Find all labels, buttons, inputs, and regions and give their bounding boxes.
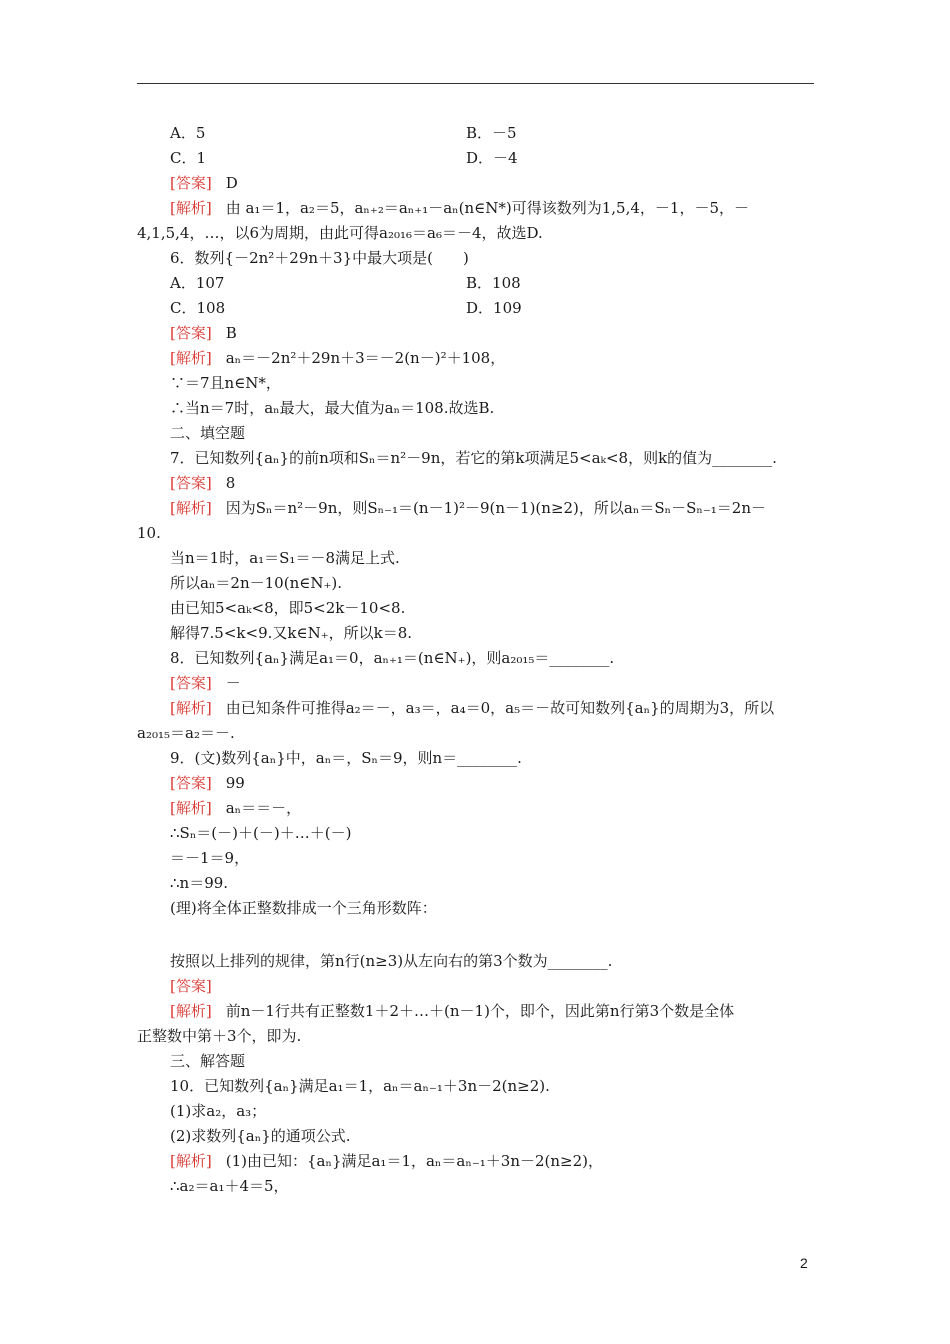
header-rule xyxy=(137,83,814,84)
q9-li-question: 按照以上排列的规律，第n行(n≥3)从左向右的第3个数为________. xyxy=(170,952,613,970)
q10-analysis-line2: ∴a₂＝a₁＋4＝5， xyxy=(170,1177,289,1195)
page-number: 2 xyxy=(800,1255,808,1271)
answer-tag: [答案] xyxy=(170,174,212,192)
q7-analysis-text: 因为Sₙ＝n²－9n，则Sₙ₋₁＝(n－1)²－9(n－1)(n≥2)，所以aₙ＝Sₙ－Sₙ₋₁＝2n－ xyxy=(225,499,767,517)
q5-option-b: B．－5 xyxy=(466,124,517,142)
analysis-tag: [解析] xyxy=(170,199,212,217)
analysis-tag: [解析] xyxy=(170,799,212,817)
answer-tag: [答案] xyxy=(170,324,212,342)
q7-analysis-line3: 当n＝1时，a₁＝S₁＝－8满足上式. xyxy=(170,549,400,567)
q10-stem: 10．已知数列{aₙ}满足a₁＝1，aₙ＝aₙ₋₁＋3n－2(n≥2). xyxy=(170,1077,550,1095)
q10-part1: (1)求a₂，a₃； xyxy=(170,1102,267,1120)
q6-answer-value: B xyxy=(225,324,237,342)
q6-option-b: B．108 xyxy=(466,274,521,292)
q9-analysis-line2: ∴Sₙ＝(－)＋(－)＋…＋(－) xyxy=(170,824,352,842)
q7-analysis xyxy=(170,497,766,519)
q8-analysis-text: 由已知条件可推得a₂＝－，a₃＝，a₄＝0，a₅＝－故可知数列{aₙ}的周期为3，所以 xyxy=(225,699,775,717)
q5-analysis xyxy=(170,197,749,219)
q7-analysis-line6: 解得7.5<k<9.又k∈N₊，所以k＝8. xyxy=(170,624,413,642)
q10-part2: (2)求数列{aₙ}的通项公式. xyxy=(170,1127,351,1145)
q9-answer-value: 99 xyxy=(225,774,245,792)
q10-analysis xyxy=(170,1150,603,1172)
q6-analysis-line3: ∴当n＝7时，aₙ最大，最大值为aₙ＝108.故选B. xyxy=(170,399,495,417)
q10-analysis-text: (1)由已知：{aₙ}满足a₁＝1，aₙ＝aₙ₋₁＋3n－2(n≥2)， xyxy=(225,1152,604,1170)
analysis-tag: [解析] xyxy=(170,1152,212,1170)
q5-option-a: A．5 xyxy=(170,124,206,142)
q8-analysis xyxy=(170,697,774,719)
q9-analysis-line4: ∴n＝99. xyxy=(170,874,229,892)
q6-analysis-line2: ∵＝7且n∈N*， xyxy=(170,374,281,392)
q5-option-c: C．1 xyxy=(170,149,207,167)
analysis-tag: [解析] xyxy=(170,499,212,517)
q8-answer-value: － xyxy=(225,674,241,692)
q7-answer-value: 8 xyxy=(225,474,236,492)
q9-analysis-line3: ＝－1＝9， xyxy=(170,849,250,867)
q9-li-answer xyxy=(170,975,212,997)
q8-stem: 8．已知数列{aₙ}满足a₁＝0，aₙ₊₁＝(n∈N₊)，则a₂₀₁₅＝________. xyxy=(170,649,615,667)
answer-tag: [答案] xyxy=(170,774,212,792)
q5-answer xyxy=(170,172,238,194)
analysis-tag: [解析] xyxy=(170,1002,212,1020)
analysis-tag: [解析] xyxy=(170,349,212,367)
q5-analysis-line2: 4,1,5,4，…，以6为周期，由此可得a₂₀₁₆＝a₆＝－4，故选D. xyxy=(137,224,543,242)
q9-answer xyxy=(170,772,245,794)
q9-analysis-text: aₙ＝＝－， xyxy=(225,799,302,817)
q5-analysis-text: 由 a₁＝1，a₂＝5，aₙ₊₂＝aₙ₊₁－aₙ(n∈N*)可得该数列为1,5,4，－1，－5，－ xyxy=(225,199,749,217)
q6-option-a: A．107 xyxy=(170,274,225,292)
q7-answer xyxy=(170,472,235,494)
answer-tag: [答案] xyxy=(170,977,212,995)
q5-option-d: D．－4 xyxy=(466,149,518,167)
answer-tag: [答案] xyxy=(170,474,212,492)
q7-analysis-line5: 由已知5<aₖ<8，即5<2k－10<8. xyxy=(170,599,406,617)
analysis-tag: [解析] xyxy=(170,699,212,717)
q9-analysis xyxy=(170,797,301,819)
section-fill-in-heading: 二、填空题 xyxy=(170,424,246,442)
q9-li-stem: (理)将全体正整数排成一个三角形数阵： xyxy=(170,899,437,917)
q9-stem: 9．(文)数列{aₙ}中，aₙ＝，Sₙ＝9，则n＝________. xyxy=(170,749,522,767)
q6-analysis-text: aₙ＝－2n²＋29n＋3＝－2(n－)²＋108， xyxy=(225,349,506,367)
q7-stem: 7．已知数列{aₙ}的前n项和Sₙ＝n²－9n，若它的第k项满足5<aₖ<8，则k的值为________. xyxy=(170,449,777,467)
q6-stem: 6．数列{－2n²＋29n＋3}中最大项是( ) xyxy=(170,249,469,267)
q6-analysis xyxy=(170,347,505,369)
section-solve-heading: 三、解答题 xyxy=(170,1052,246,1070)
q5-answer-value: D xyxy=(225,174,238,192)
q7-analysis-line2: 10. xyxy=(137,524,161,542)
q6-option-d: D．109 xyxy=(466,299,522,317)
answer-tag: [答案] xyxy=(170,674,212,692)
q8-analysis-line2: a₂₀₁₅＝a₂＝－. xyxy=(137,724,235,742)
q6-option-c: C．108 xyxy=(170,299,226,317)
q9-li-analysis-line2: 正整数中第＋3个，即为. xyxy=(137,1027,302,1045)
q8-answer xyxy=(170,672,241,694)
q6-answer xyxy=(170,322,237,344)
q7-analysis-line4: 所以aₙ＝2n－10(n∈N₊). xyxy=(170,574,343,592)
q9-li-analysis xyxy=(170,1000,734,1022)
q9-li-analysis-text: 前n－1行共有正整数1＋2＋…＋(n－1)个，即个，因此第n行第3个数是全体 xyxy=(225,1002,735,1020)
